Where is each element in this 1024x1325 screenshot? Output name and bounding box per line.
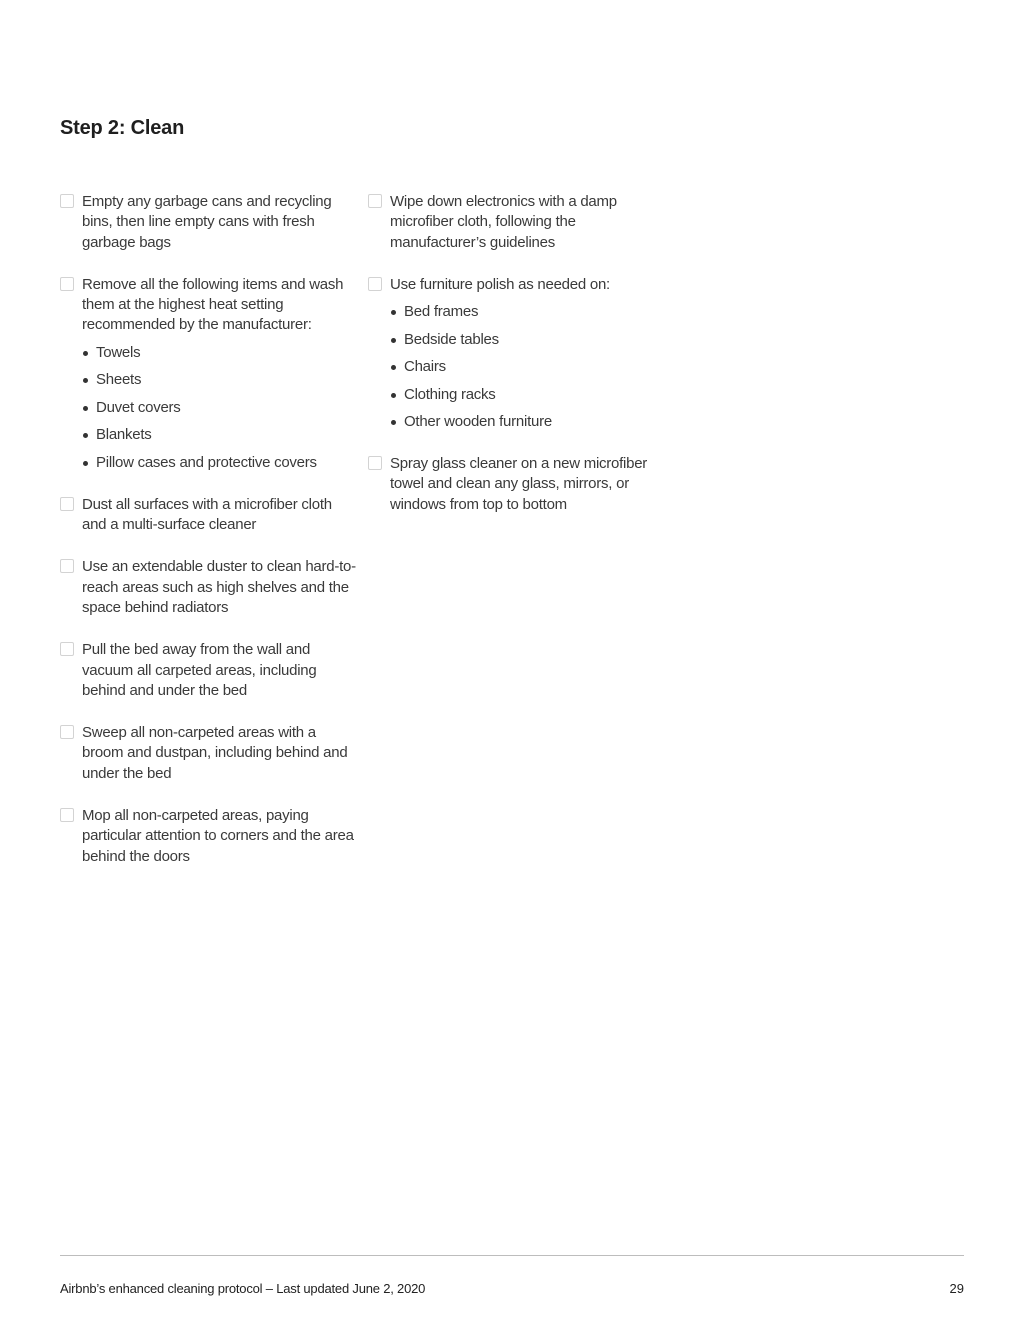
bullet-icon <box>83 351 88 356</box>
bullet-icon <box>83 433 88 438</box>
bullet-text: Pillow cases and protective covers <box>96 453 317 471</box>
bullet-item <box>82 343 360 371</box>
bullet-item <box>390 330 668 358</box>
bullet-icon <box>83 378 88 383</box>
checkbox[interactable] <box>60 559 74 573</box>
bullet-text: Bed frames <box>404 303 479 321</box>
checkbox[interactable] <box>368 194 382 208</box>
checklist-item-wipe-electronics <box>368 192 668 253</box>
checkbox[interactable] <box>60 277 74 291</box>
bullet-item <box>82 370 360 398</box>
bullet-icon <box>391 393 396 398</box>
checkbox[interactable] <box>368 277 382 291</box>
page-number: 29 <box>949 1281 964 1296</box>
task-text: Use furniture polish as needed on: <box>390 275 610 293</box>
bullet-text: Bedside tables <box>404 330 499 348</box>
checklist-left-column <box>60 192 360 867</box>
footer-divider <box>60 1255 964 1256</box>
bullet-text: Blankets <box>96 426 152 444</box>
checklist-right-column <box>368 192 668 515</box>
checkbox[interactable] <box>60 194 74 208</box>
task-text: Pull the bed away from the wall and vacuum all carpeted areas, including behind and under the bed <box>82 641 317 699</box>
task-text: Remove all the following items and wash them at the highest heat setting recommended by the manufacturer: <box>82 275 344 334</box>
checklist-item-vacuum <box>60 640 360 701</box>
bullet-text: Clothing racks <box>404 385 496 403</box>
bullet-text: Towels <box>96 343 141 361</box>
bullet-item <box>390 385 668 413</box>
bullet-icon <box>83 461 88 466</box>
footer-text: Airbnb’s enhanced cleaning protocol – Last updated June 2, 2020 <box>60 1281 426 1296</box>
bullet-icon <box>391 338 396 343</box>
bullet-icon <box>391 310 396 315</box>
bullet-icon <box>391 365 396 370</box>
bullet-item <box>390 302 668 330</box>
bullet-item <box>82 425 360 453</box>
bullet-list <box>390 302 668 432</box>
bullet-text: Sheets <box>96 371 142 389</box>
bullet-icon <box>83 406 88 411</box>
task-text: Dust all surfaces with a microfiber cloth and a multi-surface cleaner <box>82 495 332 534</box>
task-text: Spray glass cleaner on a new microfiber towel and clean any glass, mirrors, or windows from top to bottom <box>390 455 648 513</box>
bullet-item <box>390 412 668 432</box>
bullet-text: Chairs <box>404 358 446 376</box>
task-text: Wipe down electronics with a damp microfiber cloth, following the manufacturer’s guidelines <box>390 193 617 251</box>
checklist-item-glass-cleaner <box>368 454 668 515</box>
task-text: Use an extendable duster to clean hard-to-reach areas such as high shelves and the space behind radiators <box>82 558 356 616</box>
checklist-item-wash-linens <box>60 275 360 473</box>
bullet-item <box>82 453 360 473</box>
checklist-item-furniture-polish <box>368 275 668 432</box>
checkbox[interactable] <box>60 497 74 511</box>
checklist-item-dust-surfaces <box>60 495 360 536</box>
bullet-text: Other wooden furniture <box>404 413 552 431</box>
task-text: Mop all non-carpeted areas, paying particular attention to corners and the area behind the doors <box>82 807 354 865</box>
bullet-icon <box>391 420 396 425</box>
bullet-item <box>390 357 668 385</box>
checklist-item-sweep <box>60 723 360 784</box>
bullet-item <box>82 398 360 426</box>
task-text: Empty any garbage cans and recycling bins, then line empty cans with fresh garbage bags <box>82 193 332 251</box>
checkbox[interactable] <box>368 456 382 470</box>
checkbox[interactable] <box>60 725 74 739</box>
checklist-item-mop <box>60 806 360 867</box>
page-title: Step 2: Clean <box>60 117 185 139</box>
bullet-list <box>82 343 360 473</box>
checkbox[interactable] <box>60 808 74 822</box>
bullet-text: Duvet covers <box>96 398 181 416</box>
checklist-item-empty-garbage <box>60 192 360 253</box>
checklist-item-extendable-duster <box>60 557 360 618</box>
checkbox[interactable] <box>60 642 74 656</box>
task-text: Sweep all non-carpeted areas with a broom and dustpan, including behind and under the bed <box>82 724 348 782</box>
